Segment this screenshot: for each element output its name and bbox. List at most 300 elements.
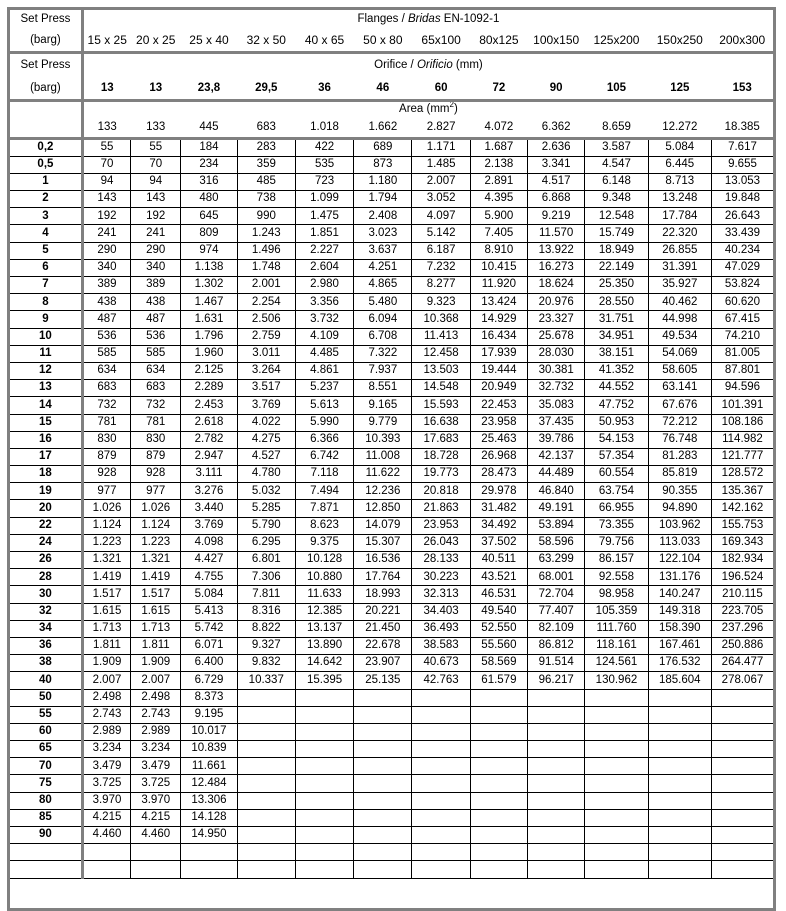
set-pressure-cell: 20 — [10, 500, 82, 517]
capacity-cell: 535 — [295, 156, 353, 173]
capacity-cell: 34.403 — [412, 603, 470, 620]
table-row — [10, 414, 773, 431]
capacity-cell: 3.023 — [354, 225, 412, 242]
capacity-cell — [354, 792, 412, 809]
capacity-cell: 2.408 — [354, 208, 412, 225]
table-row — [10, 637, 773, 654]
capacity-cell — [237, 844, 295, 861]
capacity-cell: 40.462 — [648, 294, 711, 311]
capacity-cell: 480 — [181, 191, 237, 208]
capacity-cell: 10.337 — [237, 672, 295, 689]
capacity-cell: 1.419 — [131, 569, 181, 586]
capacity-cell: 3.769 — [237, 397, 295, 414]
capacity-cell: 113.033 — [648, 534, 711, 551]
capacity-cell — [295, 861, 353, 878]
capacity-cell: 3.111 — [181, 466, 237, 483]
set-pressure-cell: 19 — [10, 483, 82, 500]
capacity-cell: 34.492 — [470, 517, 527, 534]
capacity-cell — [711, 809, 773, 826]
capacity-cell: 2.604 — [295, 259, 353, 276]
capacity-cell: 928 — [131, 466, 181, 483]
capacity-cell — [648, 723, 711, 740]
table-row — [10, 259, 773, 276]
capacity-cell — [237, 809, 295, 826]
capacity-cell: 135.367 — [711, 483, 773, 500]
set-pressure-cell: 1 — [10, 173, 82, 190]
capacity-cell — [354, 723, 412, 740]
capacity-cell — [585, 741, 648, 758]
flange-size-header: 125x200 — [585, 30, 648, 52]
capacity-cell: 32.732 — [528, 380, 585, 397]
capacity-cell: 29.978 — [470, 483, 527, 500]
capacity-cell: 18.624 — [528, 277, 585, 294]
capacity-cell — [711, 861, 773, 878]
capacity-cell: 13.424 — [470, 294, 527, 311]
capacity-cell: 47.752 — [585, 397, 648, 414]
capacity-cell: 4.517 — [528, 173, 585, 190]
capacity-cell: 536 — [131, 328, 181, 345]
capacity-cell: 1.321 — [131, 552, 181, 569]
capacity-cell: 1.615 — [131, 603, 181, 620]
capacity-cell: 879 — [131, 448, 181, 465]
capacity-cell: 42.763 — [412, 672, 470, 689]
capacity-cell: 50.953 — [585, 414, 648, 431]
table-row — [10, 620, 773, 637]
capacity-cell — [470, 792, 527, 809]
capacity-cell: 38.151 — [585, 345, 648, 362]
capacity-cell: 25.135 — [354, 672, 412, 689]
orifice-title-text: Orifice / — [374, 59, 417, 71]
capacity-cell: 1.223 — [82, 534, 130, 551]
capacity-cell: 2.947 — [181, 448, 237, 465]
capacity-cell: 2.289 — [181, 380, 237, 397]
capacity-cell: 316 — [181, 173, 237, 190]
capacity-cell: 4.097 — [412, 208, 470, 225]
capacity-cell: 1.419 — [82, 569, 130, 586]
capacity-cell: 340 — [131, 259, 181, 276]
capacity-cell: 1.485 — [412, 156, 470, 173]
capacity-cell: 6.071 — [181, 637, 237, 654]
table-row — [10, 380, 773, 397]
capacity-cell: 689 — [354, 138, 412, 156]
table-row — [10, 706, 773, 723]
capacity-cell — [528, 844, 585, 861]
capacity-cell: 58.605 — [648, 362, 711, 379]
capacity-cell: 290 — [131, 242, 181, 259]
capacity-cell: 1.180 — [354, 173, 412, 190]
capacity-cell: 37.435 — [528, 414, 585, 431]
table-row — [10, 208, 773, 225]
capacity-cell: 16.536 — [354, 552, 412, 569]
capacity-cell — [131, 861, 181, 878]
capacity-cell: 46.531 — [470, 586, 527, 603]
set-press-label-2: Set Press — [10, 52, 82, 78]
capacity-cell: 47.029 — [711, 259, 773, 276]
capacity-cell: 77.407 — [528, 603, 585, 620]
set-pressure-cell: 3 — [10, 208, 82, 225]
capacity-cell: 723 — [295, 173, 353, 190]
capacity-cell: 738 — [237, 191, 295, 208]
capacity-cell: 73.355 — [585, 517, 648, 534]
capacity-cell: 18.949 — [585, 242, 648, 259]
capacity-cell: 3.234 — [82, 741, 130, 758]
capacity-cell: 683 — [82, 380, 130, 397]
capacity-cell: 4.460 — [131, 827, 181, 844]
capacity-cell: 9.375 — [295, 534, 353, 551]
capacity-cell: 10.017 — [181, 723, 237, 740]
capacity-cell: 26.043 — [412, 534, 470, 551]
capacity-cell: 2.138 — [470, 156, 527, 173]
flange-size-header: 150x250 — [648, 30, 711, 52]
orifice-title — [82, 52, 773, 78]
capacity-cell: 63.299 — [528, 552, 585, 569]
capacity-cell: 4.547 — [585, 156, 648, 173]
capacity-cell: 974 — [181, 242, 237, 259]
orifice-area-header: 1.018 — [295, 118, 353, 138]
orifice-area-header: 4.072 — [470, 118, 527, 138]
capacity-cell: 130.962 — [585, 672, 648, 689]
capacity-cell: 283 — [237, 138, 295, 156]
table-row — [10, 775, 773, 792]
capacity-cell — [354, 827, 412, 844]
capacity-cell: 60.620 — [711, 294, 773, 311]
capacity-cell: 6.094 — [354, 311, 412, 328]
capacity-cell: 55 — [131, 138, 181, 156]
capacity-cell: 182.934 — [711, 552, 773, 569]
capacity-cell: 25.678 — [528, 328, 585, 345]
capacity-cell: 92.558 — [585, 569, 648, 586]
capacity-cell: 81.283 — [648, 448, 711, 465]
capacity-cell: 10.128 — [295, 552, 353, 569]
capacity-cell: 9.832 — [237, 655, 295, 672]
capacity-cell — [470, 758, 527, 775]
capacity-cell: 278.067 — [711, 672, 773, 689]
capacity-cell: 1.243 — [237, 225, 295, 242]
capacity-cell: 13.306 — [181, 792, 237, 809]
capacity-cell — [131, 844, 181, 861]
capacity-cell: 5.742 — [181, 620, 237, 637]
table-row — [10, 792, 773, 809]
capacity-cell: 8.713 — [648, 173, 711, 190]
capacity-cell: 8.822 — [237, 620, 295, 637]
capacity-cell: 20.818 — [412, 483, 470, 500]
capacity-cell: 18.728 — [412, 448, 470, 465]
capacity-cell — [528, 861, 585, 878]
capacity-cell: 22.453 — [470, 397, 527, 414]
set-pressure-cell: 9 — [10, 311, 82, 328]
capacity-cell: 7.405 — [470, 225, 527, 242]
capacity-cell — [648, 775, 711, 792]
capacity-cell: 42.137 — [528, 448, 585, 465]
capacity-cell — [528, 758, 585, 775]
capacity-cell: 8.316 — [237, 603, 295, 620]
capacity-cell: 72.212 — [648, 414, 711, 431]
capacity-cell: 5.285 — [237, 500, 295, 517]
capacity-cell: 8.277 — [412, 277, 470, 294]
capacity-cell — [412, 792, 470, 809]
set-pressure-cell — [10, 844, 82, 861]
orifice-area-header: 445 — [181, 118, 237, 138]
capacity-cell: 4.861 — [295, 362, 353, 379]
capacity-cell: 19.848 — [711, 191, 773, 208]
capacity-cell: 6.801 — [237, 552, 295, 569]
capacity-cell: 1.517 — [131, 586, 181, 603]
set-pressure-cell: 8 — [10, 294, 82, 311]
capacity-cell — [585, 689, 648, 706]
table-row — [10, 586, 773, 603]
capacity-cell — [585, 792, 648, 809]
table-row — [10, 311, 773, 328]
flow-capacity-table — [10, 10, 773, 879]
capacity-cell: 2.007 — [82, 672, 130, 689]
capacity-cell — [354, 706, 412, 723]
capacity-cell: 990 — [237, 208, 295, 225]
table-row — [10, 723, 773, 740]
capacity-cell: 185.604 — [648, 672, 711, 689]
capacity-cell: 158.390 — [648, 620, 711, 637]
capacity-cell: 38.583 — [412, 637, 470, 654]
capacity-cell — [648, 827, 711, 844]
capacity-cell: 3.587 — [585, 138, 648, 156]
capacity-cell: 2.001 — [237, 277, 295, 294]
orifice-area-header: 8.659 — [585, 118, 648, 138]
set-pressure-cell: 24 — [10, 534, 82, 551]
capacity-cell: 5.900 — [470, 208, 527, 225]
orifice-diameter-header: 36 — [295, 78, 353, 100]
capacity-cell: 3.011 — [237, 345, 295, 362]
capacity-cell — [470, 723, 527, 740]
capacity-cell: 23.958 — [470, 414, 527, 431]
capacity-cell: 44.998 — [648, 311, 711, 328]
capacity-cell — [648, 758, 711, 775]
capacity-cell: 87.801 — [711, 362, 773, 379]
table-row — [10, 809, 773, 826]
orifice-area-header: 6.362 — [528, 118, 585, 138]
capacity-cell: 61.579 — [470, 672, 527, 689]
capacity-cell — [181, 861, 237, 878]
capacity-cell: 22.320 — [648, 225, 711, 242]
set-pressure-cell: 90 — [10, 827, 82, 844]
set-pressure-cell: 12 — [10, 362, 82, 379]
set-pressure-cell: 0,5 — [10, 156, 82, 173]
capacity-cell: 82.109 — [528, 620, 585, 637]
capacity-cell: 3.732 — [295, 311, 353, 328]
orifice-diameter-header: 60 — [412, 78, 470, 100]
capacity-cell: 9.323 — [412, 294, 470, 311]
orifice-diameter-header: 46 — [354, 78, 412, 100]
capacity-cell: 3.637 — [354, 242, 412, 259]
table-row — [10, 861, 773, 878]
capacity-cell — [470, 809, 527, 826]
capacity-cell: 98.958 — [585, 586, 648, 603]
capacity-cell: 196.524 — [711, 569, 773, 586]
area-label-blank-2 — [10, 118, 82, 138]
capacity-cell: 7.232 — [412, 259, 470, 276]
capacity-cell: 15.307 — [354, 534, 412, 551]
capacity-cell: 13.503 — [412, 362, 470, 379]
capacity-cell: 19.444 — [470, 362, 527, 379]
capacity-cell — [237, 706, 295, 723]
capacity-cell: 7.617 — [711, 138, 773, 156]
capacity-cell: 389 — [82, 277, 130, 294]
set-pressure-cell: 2 — [10, 191, 82, 208]
capacity-cell — [470, 706, 527, 723]
capacity-cell — [585, 706, 648, 723]
capacity-cell: 6.366 — [295, 431, 353, 448]
capacity-cell: 5.032 — [237, 483, 295, 500]
capacity-cell: 105.359 — [585, 603, 648, 620]
capacity-cell: 86.812 — [528, 637, 585, 654]
capacity-cell: 124.561 — [585, 655, 648, 672]
capacity-cell: 3.356 — [295, 294, 353, 311]
capacity-cell: 14.929 — [470, 311, 527, 328]
orifice-diameter-header: 90 — [528, 78, 585, 100]
capacity-cell — [412, 741, 470, 758]
capacity-cell: 3.052 — [412, 191, 470, 208]
capacity-cell: 74.210 — [711, 328, 773, 345]
capacity-cell: 4.460 — [82, 827, 130, 844]
table-row — [10, 552, 773, 569]
capacity-cell: 1.124 — [82, 517, 130, 534]
capacity-cell: 9.327 — [237, 637, 295, 654]
capacity-cell: 210.115 — [711, 586, 773, 603]
capacity-cell: 68.001 — [528, 569, 585, 586]
capacity-cell: 4.395 — [470, 191, 527, 208]
set-pressure-cell: 15 — [10, 414, 82, 431]
table-row — [10, 328, 773, 345]
capacity-cell: 10.393 — [354, 431, 412, 448]
capacity-cell — [412, 809, 470, 826]
capacity-cell — [528, 809, 585, 826]
capacity-cell: 1.171 — [412, 138, 470, 156]
orifice-title-italic: Orificio — [416, 59, 453, 71]
capacity-cell: 3.276 — [181, 483, 237, 500]
capacity-cell: 63.141 — [648, 380, 711, 397]
capacity-cell: 28.550 — [585, 294, 648, 311]
table-row — [10, 758, 773, 775]
capacity-cell: 1.026 — [131, 500, 181, 517]
table-row — [10, 827, 773, 844]
set-pressure-cell: 80 — [10, 792, 82, 809]
set-pressure-cell: 50 — [10, 689, 82, 706]
capacity-cell: 241 — [82, 225, 130, 242]
set-pressure-cell: 32 — [10, 603, 82, 620]
capacity-cell: 290 — [82, 242, 130, 259]
capacity-cell: 2.980 — [295, 277, 353, 294]
capacity-cell — [295, 723, 353, 740]
capacity-cell: 8.551 — [354, 380, 412, 397]
capacity-cell: 6.148 — [585, 173, 648, 190]
capacity-cell: 422 — [295, 138, 353, 156]
capacity-cell: 5.084 — [181, 586, 237, 603]
capacity-cell — [648, 689, 711, 706]
capacity-cell: 96.217 — [528, 672, 585, 689]
capacity-cell — [470, 775, 527, 792]
capacity-cell: 86.157 — [585, 552, 648, 569]
capacity-cell: 2.782 — [181, 431, 237, 448]
capacity-cell — [412, 775, 470, 792]
flange-size-header: 32 x 50 — [237, 30, 295, 52]
capacity-cell: 101.391 — [711, 397, 773, 414]
table-row — [10, 362, 773, 379]
capacity-cell: 35.927 — [648, 277, 711, 294]
capacity-cell: 176.532 — [648, 655, 711, 672]
capacity-cell: 9.779 — [354, 414, 412, 431]
table-row — [10, 672, 773, 689]
capacity-cell: 1.496 — [237, 242, 295, 259]
capacity-cell — [711, 827, 773, 844]
capacity-cell: 85.819 — [648, 466, 711, 483]
capacity-cell — [648, 792, 711, 809]
table-row — [10, 191, 773, 208]
table-row — [10, 517, 773, 534]
capacity-cell: 4.215 — [82, 809, 130, 826]
capacity-cell — [585, 827, 648, 844]
capacity-cell: 1.713 — [131, 620, 181, 637]
capacity-cell: 18.993 — [354, 586, 412, 603]
capacity-cell: 192 — [131, 208, 181, 225]
capacity-cell: 585 — [131, 345, 181, 362]
capacity-cell: 1.687 — [470, 138, 527, 156]
flanges-title-suffix: EN-1092-1 — [440, 13, 500, 26]
capacity-cell: 17.939 — [470, 345, 527, 362]
set-pressure-cell: 26 — [10, 552, 82, 569]
capacity-cell: 3.479 — [82, 758, 130, 775]
capacity-cell: 438 — [82, 294, 130, 311]
capacity-cell: 2.989 — [131, 723, 181, 740]
orifice-area-header: 133 — [82, 118, 130, 138]
capacity-cell: 26.968 — [470, 448, 527, 465]
capacity-cell: 241 — [131, 225, 181, 242]
capacity-cell: 8.373 — [181, 689, 237, 706]
capacity-cell — [470, 827, 527, 844]
capacity-cell: 167.461 — [648, 637, 711, 654]
capacity-cell: 223.705 — [711, 603, 773, 620]
capacity-cell: 830 — [131, 431, 181, 448]
capacity-cell: 11.413 — [412, 328, 470, 345]
capacity-cell — [528, 827, 585, 844]
capacity-cell: 2.743 — [82, 706, 130, 723]
area-title-text: Area (mm — [399, 103, 450, 115]
capacity-cell — [412, 689, 470, 706]
capacity-cell: 2.743 — [131, 706, 181, 723]
capacity-cell: 2.007 — [131, 672, 181, 689]
flanges-title-italic: Bridas — [407, 13, 441, 26]
capacity-cell: 11.008 — [354, 448, 412, 465]
capacity-cell — [528, 741, 585, 758]
capacity-cell — [711, 723, 773, 740]
set-pressure-cell: 34 — [10, 620, 82, 637]
table-row — [10, 844, 773, 861]
capacity-cell: 20.221 — [354, 603, 412, 620]
capacity-cell: 1.960 — [181, 345, 237, 362]
capacity-cell: 30.223 — [412, 569, 470, 586]
capacity-cell — [354, 758, 412, 775]
capacity-cell: 21.450 — [354, 620, 412, 637]
capacity-cell: 54.069 — [648, 345, 711, 362]
capacity-cell: 7.871 — [295, 500, 353, 517]
set-pressure-cell: 70 — [10, 758, 82, 775]
capacity-cell: 23.907 — [354, 655, 412, 672]
capacity-cell: 1.631 — [181, 311, 237, 328]
capacity-cell: 128.572 — [711, 466, 773, 483]
capacity-cell: 585 — [82, 345, 130, 362]
orifice-area-header: 18.385 — [711, 118, 773, 138]
capacity-cell: 781 — [82, 414, 130, 431]
capacity-cell: 94 — [131, 173, 181, 190]
capacity-cell: 21.863 — [412, 500, 470, 517]
capacity-cell: 1.615 — [82, 603, 130, 620]
